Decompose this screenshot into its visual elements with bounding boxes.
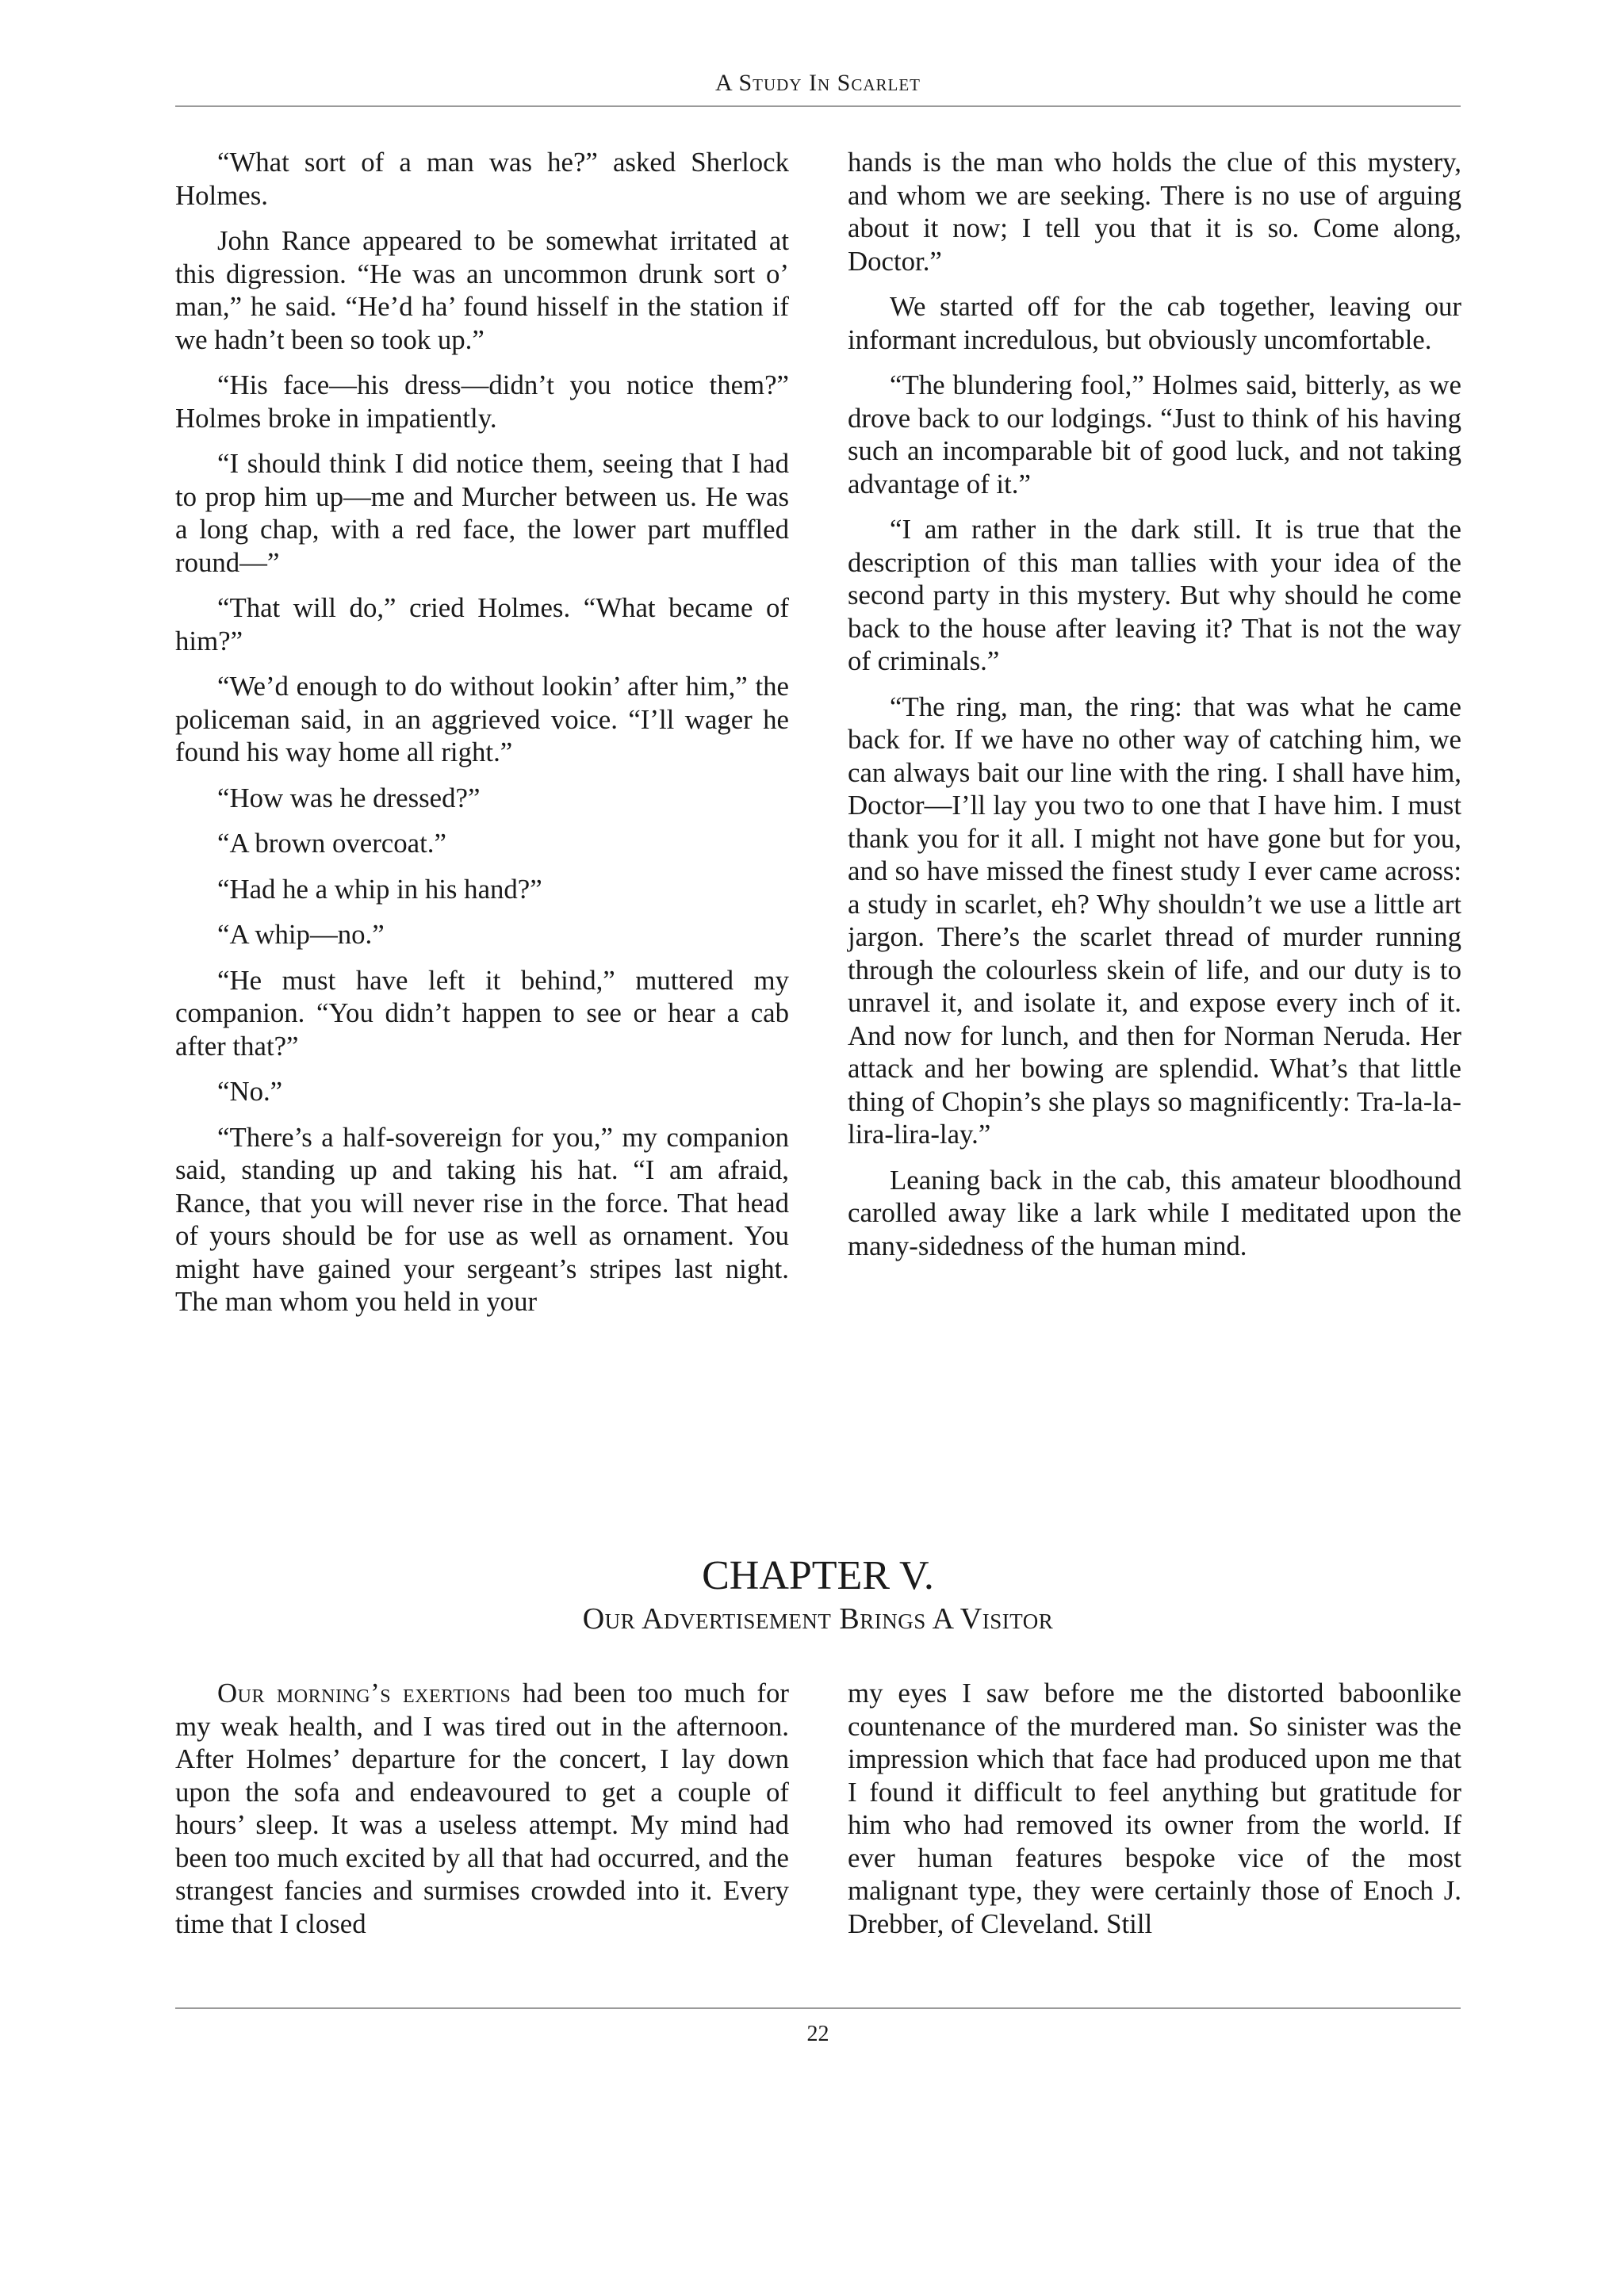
running-title: A Study In Scarlet	[714, 70, 921, 96]
paragraph: We started off for the cab together, leaving our informant incredulous, but obviously uncomfortable.	[848, 291, 1461, 355]
paragraph: “His face—his dress—didn’t you notice them?” Holmes broke in impatiently.	[175, 369, 789, 434]
top-right-column	[848, 146, 1461, 1262]
paragraph: “The ring, man, the ring: that was what he came back for. If we have no other way of catching him, we can always bait our line with the ring. I shall have him, Doctor—I’ll lay you two to one that I have him. I must thank you for it all. I might not have gone but for you, and so have missed the finest study I ever came across: a study in scarlet, eh? Why shouldn’t we use a little art jargon. There’s the scarlet thread of murder running through the colourless skein of life, and our duty is to unravel it, and isolate it, and expose every inch of it. And now for lunch, and then for Norman Neruda. Her attack and her bowing are splendid. What’s that little thing of Chopin’s she plays so magnificently: Tra-la-la-lira-lira-lay.”	[848, 691, 1461, 1150]
footer-rule	[175, 2007, 1461, 2009]
paragraph: “We’d enough to do without lookin’ after him,” the policeman said, in an aggrieved voice. “I’ll wager he found his way home all right.”	[175, 671, 789, 767]
paragraph: “I should think I did notice them, seeing that I had to prop him up—me and Murcher between us. He was a long chap, with a red face, the lower part muffled round—”	[175, 448, 789, 578]
chapter-title: CHAPTER V.	[702, 1553, 934, 1598]
paragraph: “He must have left it behind,” muttered my companion. “You didn’t happen to see or hear a cab after that?”	[175, 964, 789, 1062]
paragraph: “How was he dressed?”	[217, 782, 481, 813]
bottom-right-column	[848, 1677, 1461, 1940]
paragraph: “There’s a half-sovereign for you,” my companion said, standing up and taking his hat. “I am afraid, Rance, that you will never rise in the force. That head of yours should be for use as well as ornament. You might have gained your sergeant’s stripes last night. The man whom you held in your	[175, 1121, 789, 1317]
paragraph: “The blundering fool,” Holmes said, bitterly, as we drove back to our lodgings. “Just to think of his having such an incomparable bit of good luck, and not taking advantage of it.”	[848, 369, 1461, 499]
page-number: 22	[806, 2022, 829, 2046]
paragraph: “What sort of a man was he?” asked Sherlock Holmes.	[175, 147, 789, 211]
opening-small-caps: Our morning’s exertions	[217, 1678, 511, 1709]
paragraph: “I am rather in the dark still. It is true that the description of this man tallies with your idea of the second party in this mystery. But why should he come back to the house after leaving it? That is not the way of criminals.”	[848, 514, 1461, 676]
chapter-opening-paragraph	[175, 1677, 789, 1940]
paragraph: “A whip—no.”	[217, 919, 385, 950]
header-rule	[175, 105, 1461, 107]
paragraph: “No.”	[217, 1076, 283, 1107]
paragraph: John Rance appeared to be somewhat irritated at this digression. “He was an uncommon drunk sort o’ man,” he said. “He’d ha’ found hisself in the station if we hadn’t been so took up.”	[175, 225, 789, 355]
opening-text: had been too much for my weak health, and I was tired out in the afternoon. After Holmes’ departure for the concert, I lay down upon the sofa and endeavoured to get a couple of hours’ sleep. It was a useless attempt. My mind had been too much excited by all that had occurred, and the strangest fancies and surmises crowded into it. Every time that I closed	[175, 1678, 789, 1939]
paragraph: “That will do,” cried Holmes. “What became of him?”	[175, 592, 789, 656]
paragraph-continued: hands is the man who holds the clue of this mystery, and whom we are seeking. There is no use of arguing about it now; I tell you that it is so. Come along, Doctor.”	[848, 147, 1461, 277]
paragraph: Leaning back in the cab, this amateur bloodhound carolled away like a lark while I meditated upon the many-sidedness of the human mind.	[848, 1164, 1461, 1261]
paragraph-continued: my eyes I saw before me the distorted baboonlike countenance of the murdered man. So sinister was the impression which that face had produced upon me that I found it difficult to feel anything but gratitude for him who had removed its owner from the world. If ever human features bespoke vice of the most malignant type, they were certainly those of Enoch J. Drebber, of Cleveland. Still	[848, 1678, 1461, 1939]
paragraph: “Had he a whip in his hand?”	[217, 873, 542, 905]
chapter-subtitle: Our Advertisement Brings A Visitor	[582, 1602, 1054, 1636]
paragraph: “A brown overcoat.”	[217, 828, 446, 859]
top-left-column	[175, 146, 789, 1318]
bottom-left-column	[175, 1677, 789, 1940]
